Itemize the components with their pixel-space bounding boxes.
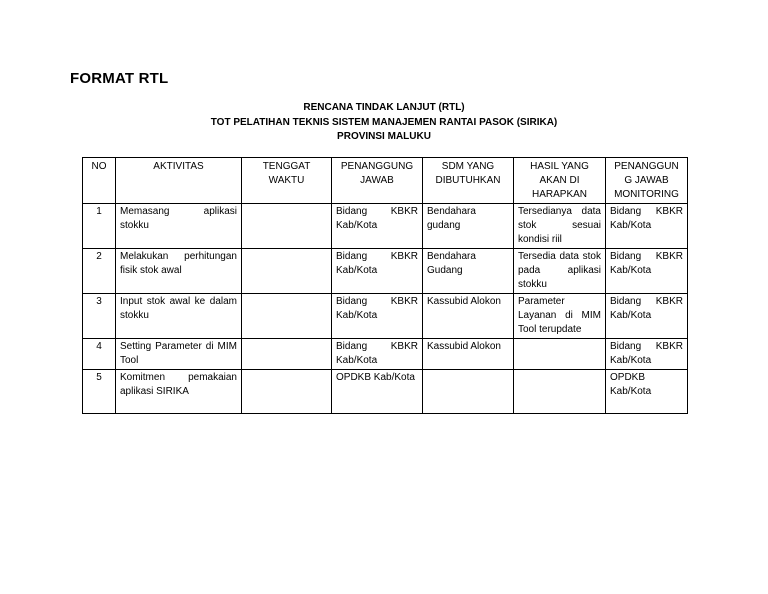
table-row	[83, 294, 688, 339]
document-title: FORMAT RTL	[70, 70, 169, 87]
cell-monitoring: Bidang KBKR Kab/Kota	[606, 204, 688, 249]
cell-aktivitas: Komitmen pemakaian aplikasi SIRIKA	[116, 370, 242, 414]
cell-tenggat-waktu	[242, 339, 332, 370]
cell-sdm: Bendahara gudang	[423, 204, 514, 249]
header-line-rtl: RENCANA TINDAK LANJUT (RTL)	[303, 102, 465, 113]
cell-no: 1	[83, 204, 116, 249]
cell-tenggat-waktu	[242, 370, 332, 414]
cell-hasil: Tersedianya data stok sesuai kondisi riil	[514, 204, 606, 249]
header-line-province: PROVINSI MALUKU	[337, 131, 431, 142]
table-row	[83, 339, 688, 370]
column-header-hasil: HASIL YANG AKAN DI HARAPKAN	[514, 158, 606, 204]
rtl-table	[82, 157, 688, 414]
cell-penanggung-jawab: Bidang KBKR Kab/Kota	[332, 204, 423, 249]
cell-aktivitas: Memasang aplikasi stokku	[116, 204, 242, 249]
cell-sdm	[423, 370, 514, 414]
table-header-row	[83, 158, 688, 204]
table-row	[83, 370, 688, 414]
cell-no: 4	[83, 339, 116, 370]
cell-hasil: Tersedia data stok pada aplikasi stokku	[514, 249, 606, 294]
cell-aktivitas: Input stok awal ke dalam stokku	[116, 294, 242, 339]
cell-monitoring: Bidang KBKR Kab/Kota	[606, 294, 688, 339]
cell-tenggat-waktu	[242, 204, 332, 249]
column-header-no: NO	[83, 158, 116, 204]
table-row	[83, 204, 688, 249]
cell-penanggung-jawab: Bidang KBKR Kab/Kota	[332, 294, 423, 339]
header-line-tot: TOT PELATIHAN TEKNIS SISTEM MANAJEMEN RANTAI PASOK (SIRIKA)	[210, 116, 558, 128]
cell-aktivitas: Melakukan perhitungan fisik stok awal	[116, 249, 242, 294]
cell-monitoring: Bidang KBKR Kab/Kota	[606, 249, 688, 294]
cell-penanggung-jawab: OPDKB Kab/Kota	[332, 370, 423, 414]
column-header-sdm: SDM YANG DIBUTUHKAN	[423, 158, 514, 204]
column-header-monitoring: PENANGGUN G JAWAB MONITORING	[606, 158, 688, 204]
column-header-tenggat-waktu: TENGGAT WAKTU	[242, 158, 332, 204]
cell-tenggat-waktu	[242, 294, 332, 339]
cell-sdm: Bendahara Gudang	[423, 249, 514, 294]
cell-hasil: Parameter Layanan di MIM Tool terupdate	[514, 294, 606, 339]
table-row	[83, 249, 688, 294]
cell-no: 2	[83, 249, 116, 294]
cell-hasil	[514, 339, 606, 370]
cell-no: 3	[83, 294, 116, 339]
cell-sdm: Kassubid Alokon	[423, 294, 514, 339]
cell-aktivitas: Setting Parameter di MIM Tool	[116, 339, 242, 370]
cell-sdm: Kassubid Alokon	[423, 339, 514, 370]
cell-monitoring: OPDKB Kab/Kota	[606, 370, 688, 414]
cell-penanggung-jawab: Bidang KBKR Kab/Kota	[332, 249, 423, 294]
column-header-aktivitas: AKTIVITAS	[116, 158, 242, 204]
cell-tenggat-waktu	[242, 249, 332, 294]
cell-hasil	[514, 370, 606, 414]
document-header	[82, 101, 686, 145]
cell-penanggung-jawab: Bidang KBKR Kab/Kota	[332, 339, 423, 370]
cell-no: 5	[83, 370, 116, 414]
column-header-penanggung-jawab: PENANGGUNG JAWAB	[332, 158, 423, 204]
cell-monitoring: Bidang KBKR Kab/Kota	[606, 339, 688, 370]
